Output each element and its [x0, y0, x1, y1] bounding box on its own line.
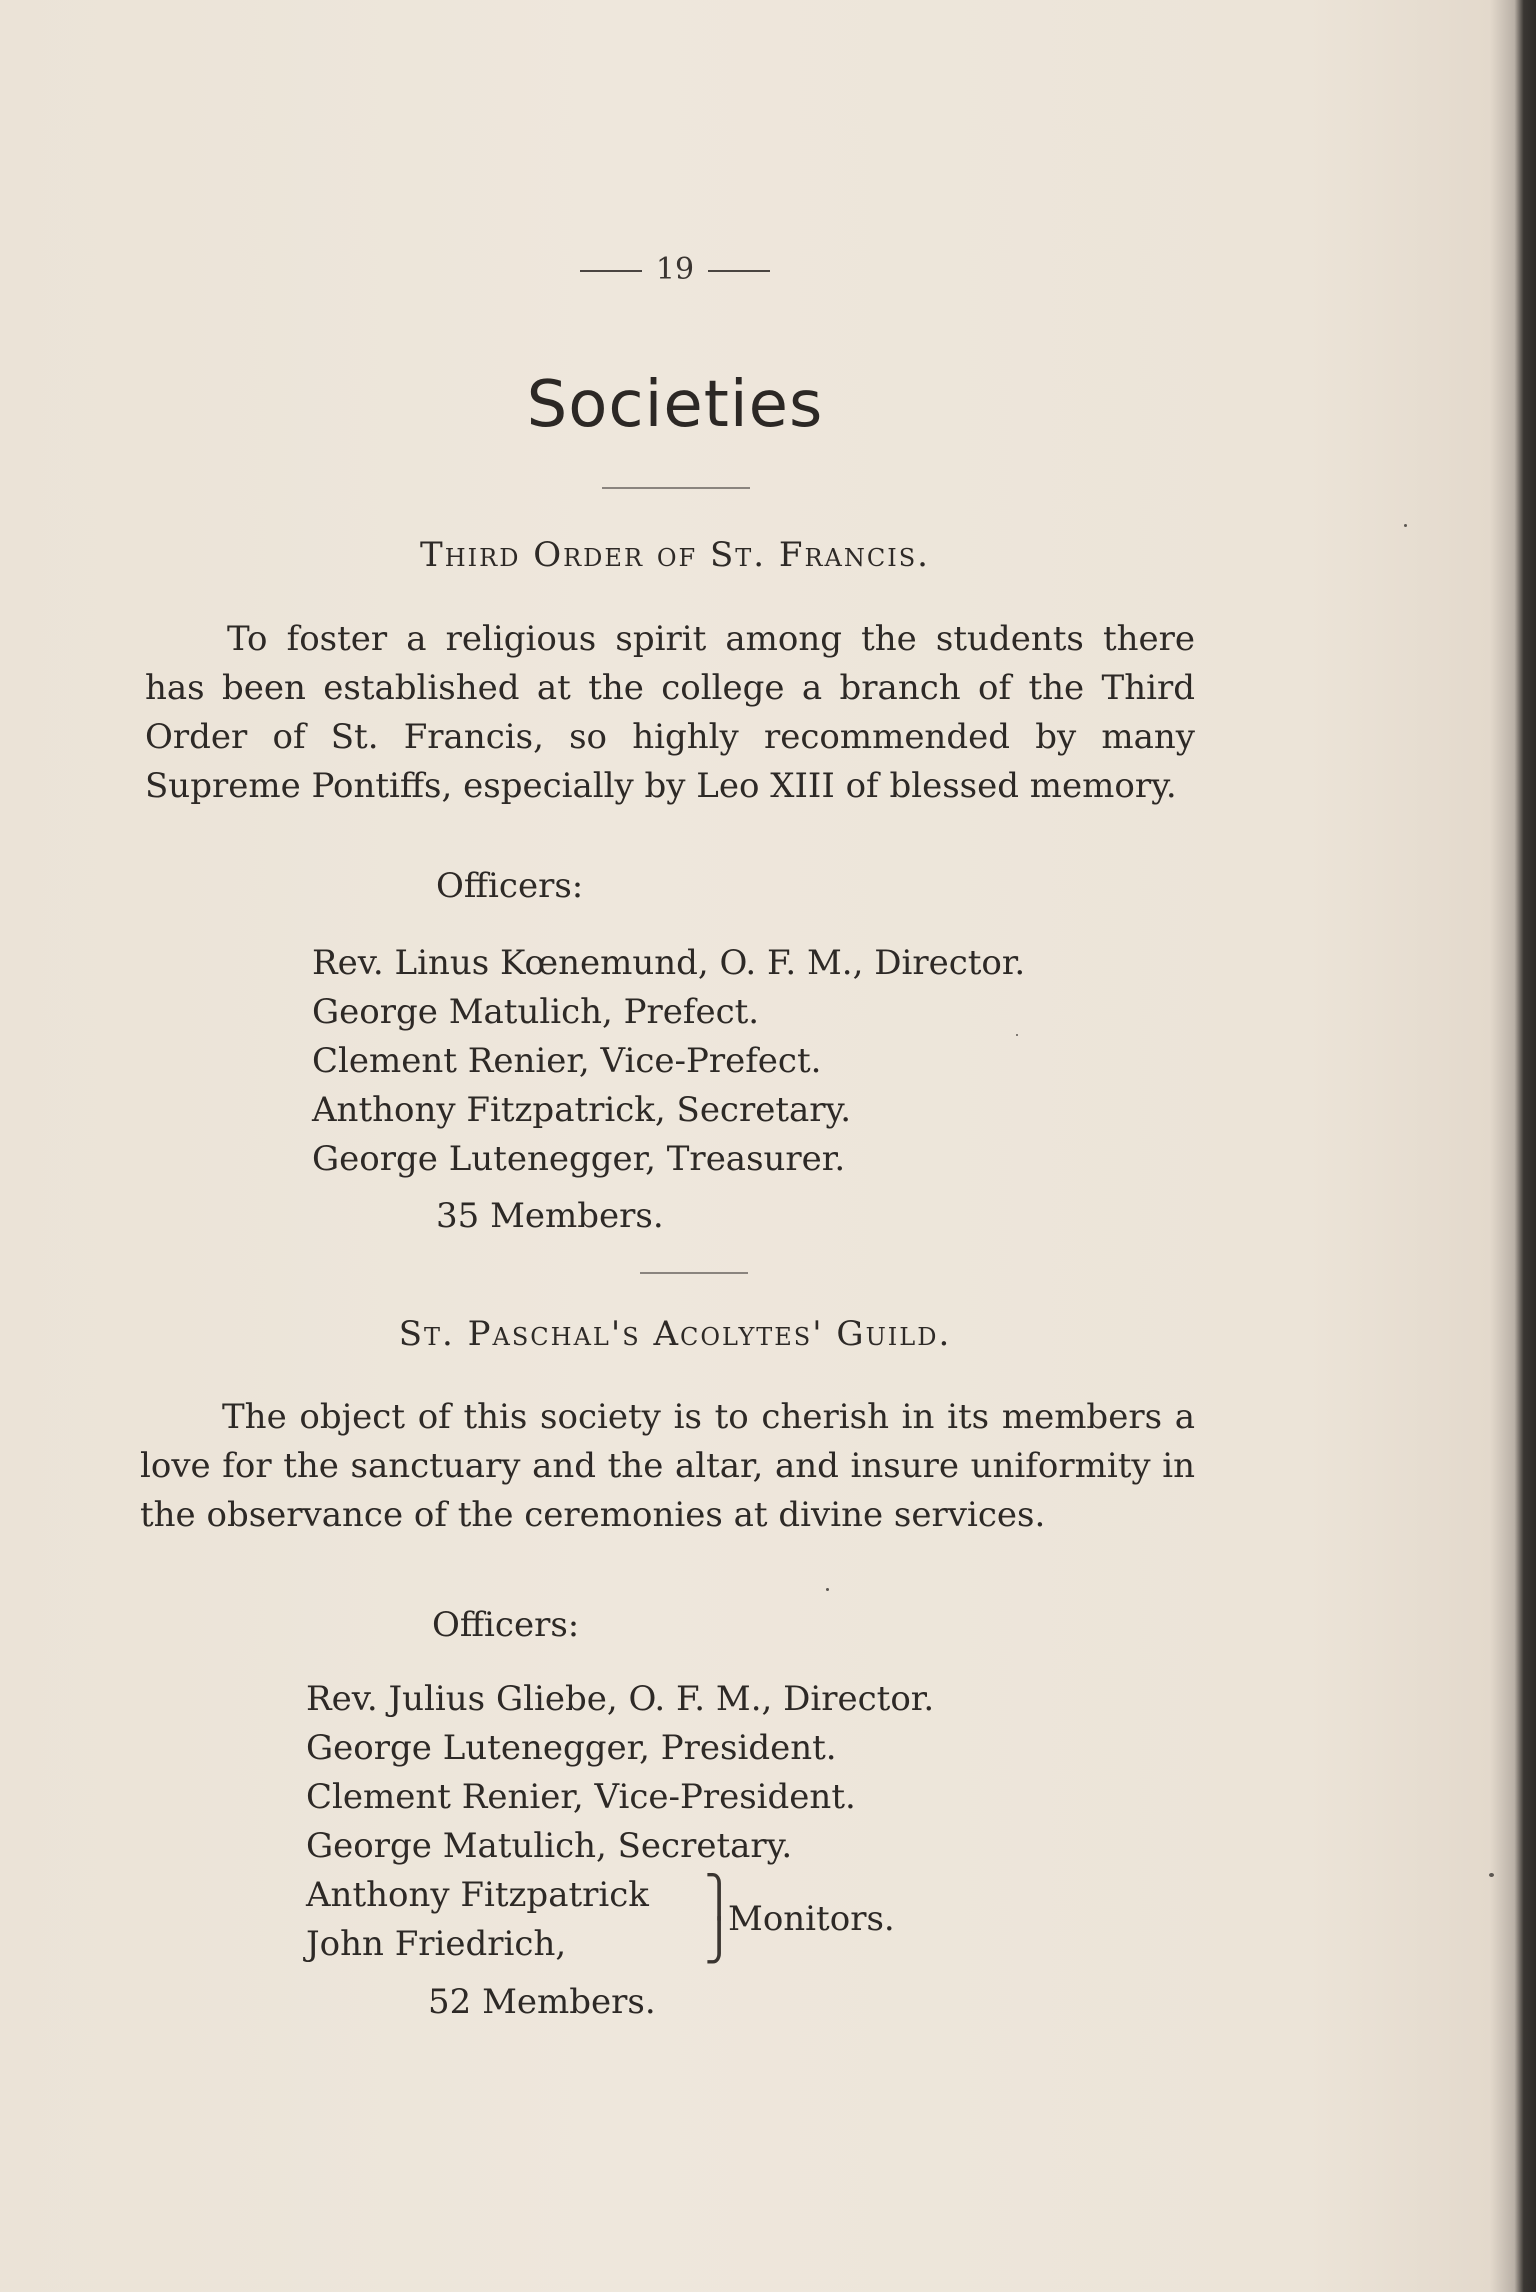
monitor-name: John Friedrich,	[306, 1924, 567, 1964]
monitor-names	[306, 1871, 649, 1969]
page-title: Societies	[526, 368, 824, 442]
page-number-text: 19	[655, 252, 695, 287]
right-brace-icon: ⎫ ⎭	[704, 1874, 734, 1964]
monitors-block	[306, 1871, 906, 1971]
section-heading-third-order: Third Order of St. Francis.	[420, 535, 930, 575]
section-heading-acolytes-guild: St. Paschal's Acolytes' Guild.	[398, 1314, 952, 1354]
section-rule	[640, 1272, 748, 1274]
paper-speck	[1016, 1034, 1018, 1036]
officer-list-acolytes-guild	[306, 1675, 934, 1871]
monitors-label: Monitors.	[728, 1899, 895, 1939]
title-rule	[602, 487, 750, 489]
paper-speck	[1489, 1873, 1494, 1877]
officer-item: George Lutenegger, President.	[306, 1728, 837, 1768]
right-dash	[708, 270, 770, 272]
officer-list-third-order	[312, 939, 1025, 1184]
officers-label-third-order: Officers:	[436, 866, 584, 906]
officer-item: George Matulich, Prefect.	[312, 992, 760, 1032]
monitor-name: Anthony Fitzpatrick	[306, 1875, 649, 1915]
officer-item: George Matulich, Secretary.	[306, 1826, 793, 1866]
section-paragraph-acolytes-guild: The object of this society is to cherish in its members a love for the sanctuary and the altar, and insure uniformity in the observance of the ceremonies at divine services.	[140, 1397, 1195, 1535]
officer-item: Rev. Julius Gliebe, O. F. M., Director.	[306, 1679, 935, 1719]
officer-item: George Lutenegger, Treasurer.	[312, 1139, 846, 1179]
page-number	[0, 252, 1350, 287]
left-dash	[580, 270, 642, 272]
officers-label-acolytes-guild: Officers:	[432, 1605, 580, 1645]
officer-item: Rev. Linus Kœnemund, O. F. M., Director.	[312, 943, 1026, 983]
paper-speck	[1404, 524, 1407, 527]
officer-item: Clement Renier, Vice-President.	[306, 1777, 856, 1817]
officer-item: Anthony Fitzpatrick, Secretary.	[312, 1090, 852, 1130]
officer-item: Clement Renier, Vice-Prefect.	[312, 1041, 822, 1081]
members-count-third-order: 35 Members.	[436, 1196, 664, 1236]
section-paragraph-third-order: To foster a religious spirit among the students there has been established at the college a branch of the Third Order of St. Francis, so highly recommended by many Supreme Pontiffs, especially by Leo XIII of blessed memory.	[145, 619, 1195, 806]
members-count-acolytes-guild: 52 Members.	[428, 1982, 656, 2022]
paper-speck	[826, 1588, 829, 1591]
